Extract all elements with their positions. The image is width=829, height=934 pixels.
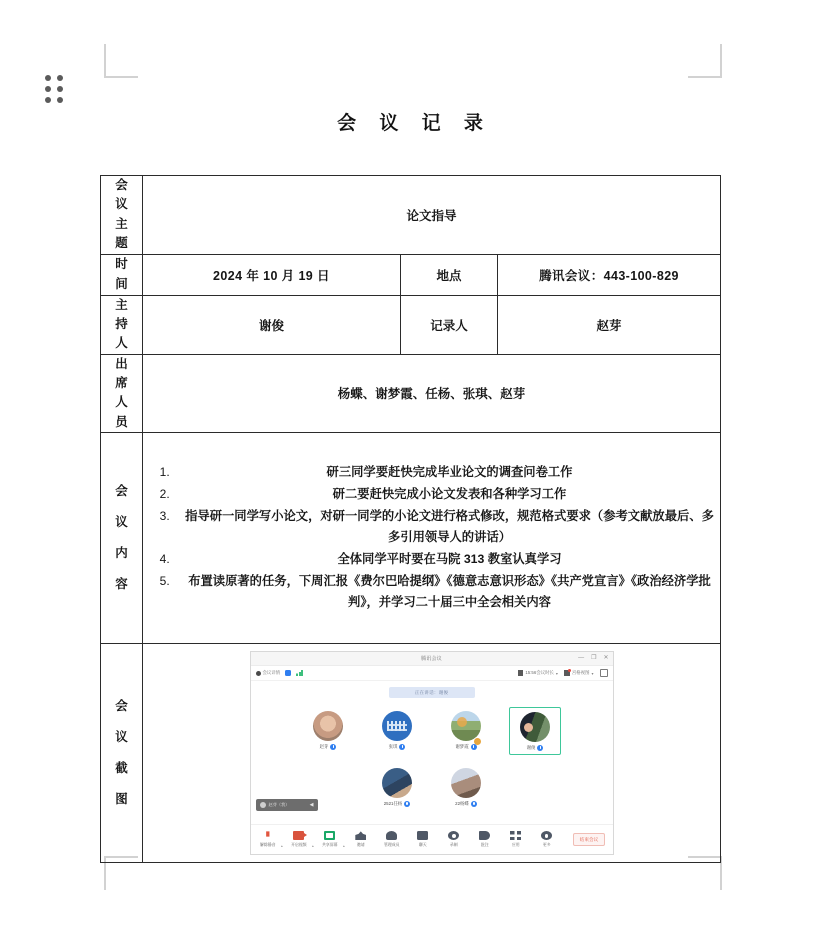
list-item: 2. 研二要赶快完成小论文发表和各种学习工作 <box>173 484 720 505</box>
page-title: 会 议 记 录 <box>337 113 492 134</box>
fullscreen-icon[interactable] <box>600 669 608 677</box>
list-item: 1. 研三同学要赶快完成毕业论文的调查问卷工作 <box>173 462 720 483</box>
control-annotate[interactable] <box>475 831 495 848</box>
mic-muted-icon <box>537 745 543 751</box>
annotate-icon <box>479 831 490 840</box>
list-item: 5. 布置读原著的任务，下周汇报《费尔巴哈提纲》《德意志意识形态》《共产党宣言》《政治经济学批判》，并学习二十届三中全会相关内容 <box>173 571 720 613</box>
control-unmute[interactable] <box>258 831 283 848</box>
avatar <box>260 802 266 808</box>
chevron-up-icon[interactable]: ▴ <box>312 843 314 848</box>
info-icon <box>256 671 261 676</box>
table-row-time <box>101 254 721 295</box>
meeting-control-bar <box>251 824 613 854</box>
cell-host-value: 谢俊 <box>143 295 401 354</box>
handle-dot <box>45 75 51 81</box>
crop-mark-top-right <box>688 44 722 78</box>
table-row-topic <box>101 176 721 255</box>
meeting-timer-chip[interactable] <box>518 670 558 676</box>
control-chat[interactable] <box>413 831 433 848</box>
control-apps[interactable] <box>506 831 526 848</box>
meeting-toolbar-right <box>518 669 607 677</box>
control-label: 更多 <box>542 841 551 847</box>
list-item: 4. 全体同学平时要在马院 313 教室认真学习 <box>173 549 720 570</box>
mic-muted-icon <box>471 744 477 750</box>
more-icon <box>541 831 552 840</box>
active-speaker-banner: 正在讲话：谢俊 <box>389 687 475 698</box>
agenda-list <box>143 462 720 614</box>
mic-muted-icon <box>404 801 410 807</box>
control-label: 批注 <box>480 841 489 847</box>
crop-mark-top-left <box>104 44 138 78</box>
participant-name: 张琪 <box>388 744 398 750</box>
participant-tile[interactable] <box>371 707 423 755</box>
participant-name-row <box>455 744 476 750</box>
participant-tile[interactable] <box>302 707 354 755</box>
grid-view-icon <box>564 670 570 676</box>
cell-recorder-label: 记录人 <box>401 295 498 354</box>
end-meeting-button[interactable]: 结束会议 <box>573 833 605 846</box>
row-label-time: 时 间 <box>101 254 143 295</box>
chevron-down-icon: ▾ <box>555 670 558 676</box>
maximize-icon[interactable]: ❐ <box>591 655 597 662</box>
control-label: 共享屏幕 <box>322 841 338 847</box>
chevron-up-icon[interactable]: ▴ <box>343 843 345 848</box>
control-label: 录制 <box>449 841 458 847</box>
handle-dot <box>57 97 63 103</box>
meeting-info-label: 会议详情 <box>262 670 281 676</box>
participant-tile[interactable] <box>440 707 492 755</box>
list-item: 3. 指导研一同学写小论文，对研一同学的小论文进行格式修改，规范格式要求（参考文献放最后、多多引用领导人的讲话） <box>173 506 720 548</box>
table-row-content <box>101 433 721 644</box>
row-label-attendees: 出 席 人 员 <box>101 354 143 433</box>
grid-view-label: 宫格视图 <box>571 670 590 676</box>
control-manage-members[interactable] <box>382 831 402 848</box>
signal-icon <box>296 670 303 676</box>
tencent-meeting-window <box>250 651 614 855</box>
chevron-up-icon[interactable]: ▴ <box>281 843 283 848</box>
cell-location-label: 地点 <box>401 254 498 295</box>
members-icon <box>386 831 397 840</box>
mic-muted-icon <box>471 801 477 807</box>
table-row-host <box>101 295 721 354</box>
share-screen-icon <box>324 831 335 840</box>
cell-content-value <box>143 433 721 644</box>
mic-muted-icon: ◀ <box>309 802 314 809</box>
participant-name: 22杨蝶 <box>455 801 469 807</box>
drag-handle-dots-icon[interactable] <box>45 75 65 105</box>
grid-view-chip[interactable] <box>564 670 594 676</box>
chat-icon <box>417 831 428 840</box>
meeting-minutes-table <box>100 175 721 863</box>
chevron-down-icon: ▾ <box>591 670 594 676</box>
cell-topic-value: 论文指导 <box>143 176 721 255</box>
mic-muted-icon <box>399 744 405 750</box>
avatar <box>382 768 412 798</box>
control-more[interactable] <box>537 831 557 848</box>
record-icon <box>448 831 459 840</box>
table-row-screenshot <box>101 644 721 863</box>
cell-date-value: 2024 年 10 月 19 日 <box>143 254 401 295</box>
participant-tile[interactable] <box>371 764 423 810</box>
participant-name-row <box>455 801 477 807</box>
camera-icon <box>293 831 304 840</box>
row-label-host: 主 持 人 <box>101 295 143 354</box>
participant-name-row <box>384 801 411 807</box>
cell-attendees-value: 杨蝶、谢梦霞、任杨、张琪、赵芽 <box>143 354 721 433</box>
invite-icon <box>355 831 366 840</box>
control-invite[interactable] <box>351 831 371 848</box>
participant-name: 赵芽 <box>319 744 329 750</box>
control-record[interactable] <box>444 831 464 848</box>
row-label-topic: 会 议 主 题 <box>101 176 143 255</box>
meeting-video-stage <box>251 681 613 829</box>
minimize-icon[interactable]: — <box>578 655 585 662</box>
participant-tile[interactable] <box>440 764 492 810</box>
table-row-attendees <box>101 354 721 433</box>
meeting-titlebar <box>251 652 613 666</box>
control-label: 邀请 <box>356 841 365 847</box>
avatar <box>382 711 412 741</box>
participant-name-row <box>320 744 337 750</box>
meeting-timer-label: 15:56会议时长 <box>525 670 554 676</box>
handle-dot <box>45 86 51 92</box>
handle-dot <box>57 86 63 92</box>
participant-name: 2521任杨 <box>383 801 403 807</box>
control-label: 聊天 <box>418 841 427 847</box>
control-label: 解除静音 <box>260 841 276 847</box>
shield-icon[interactable] <box>285 670 291 676</box>
participant-name: 谢梦霞 <box>455 744 469 750</box>
meeting-info-chip[interactable] <box>256 670 281 676</box>
mic-icon <box>262 831 273 840</box>
avatar <box>520 712 550 742</box>
self-preview-label: 赵芽（我） <box>268 802 290 808</box>
handle-dot <box>57 75 63 81</box>
control-label: 开启视频 <box>291 841 307 847</box>
timer-icon <box>518 670 523 676</box>
handle-dot <box>45 97 51 103</box>
cell-recorder-value: 赵芽 <box>498 295 721 354</box>
cell-screenshot-value <box>143 644 721 863</box>
participant-name: 谢俊 <box>526 745 536 751</box>
control-share-screen[interactable] <box>320 831 345 848</box>
control-start-video[interactable] <box>289 831 314 848</box>
cell-location-value: 腾讯会议：443-100-829 <box>498 254 721 295</box>
avatar <box>451 768 481 798</box>
meeting-toolbar <box>251 666 613 681</box>
row-label-screenshot: 会 议 截 图 <box>101 644 143 863</box>
row-label-content: 会 议 内 容 <box>101 433 143 644</box>
window-controls <box>578 655 608 661</box>
close-icon[interactable]: ✕ <box>603 655 609 662</box>
control-label: 管理成员 <box>384 841 400 847</box>
participant-row-1 <box>251 707 613 755</box>
control-label: 应用 <box>511 841 520 847</box>
mic-muted-icon <box>330 744 336 750</box>
apps-icon <box>510 831 521 840</box>
participant-name-row <box>527 745 544 751</box>
participant-tile-active-speaker[interactable] <box>509 707 561 755</box>
participant-name-row <box>389 744 406 750</box>
meeting-window-title: 腾讯会议 <box>421 656 442 663</box>
self-preview-bar[interactable] <box>256 799 318 811</box>
avatar <box>313 711 343 741</box>
